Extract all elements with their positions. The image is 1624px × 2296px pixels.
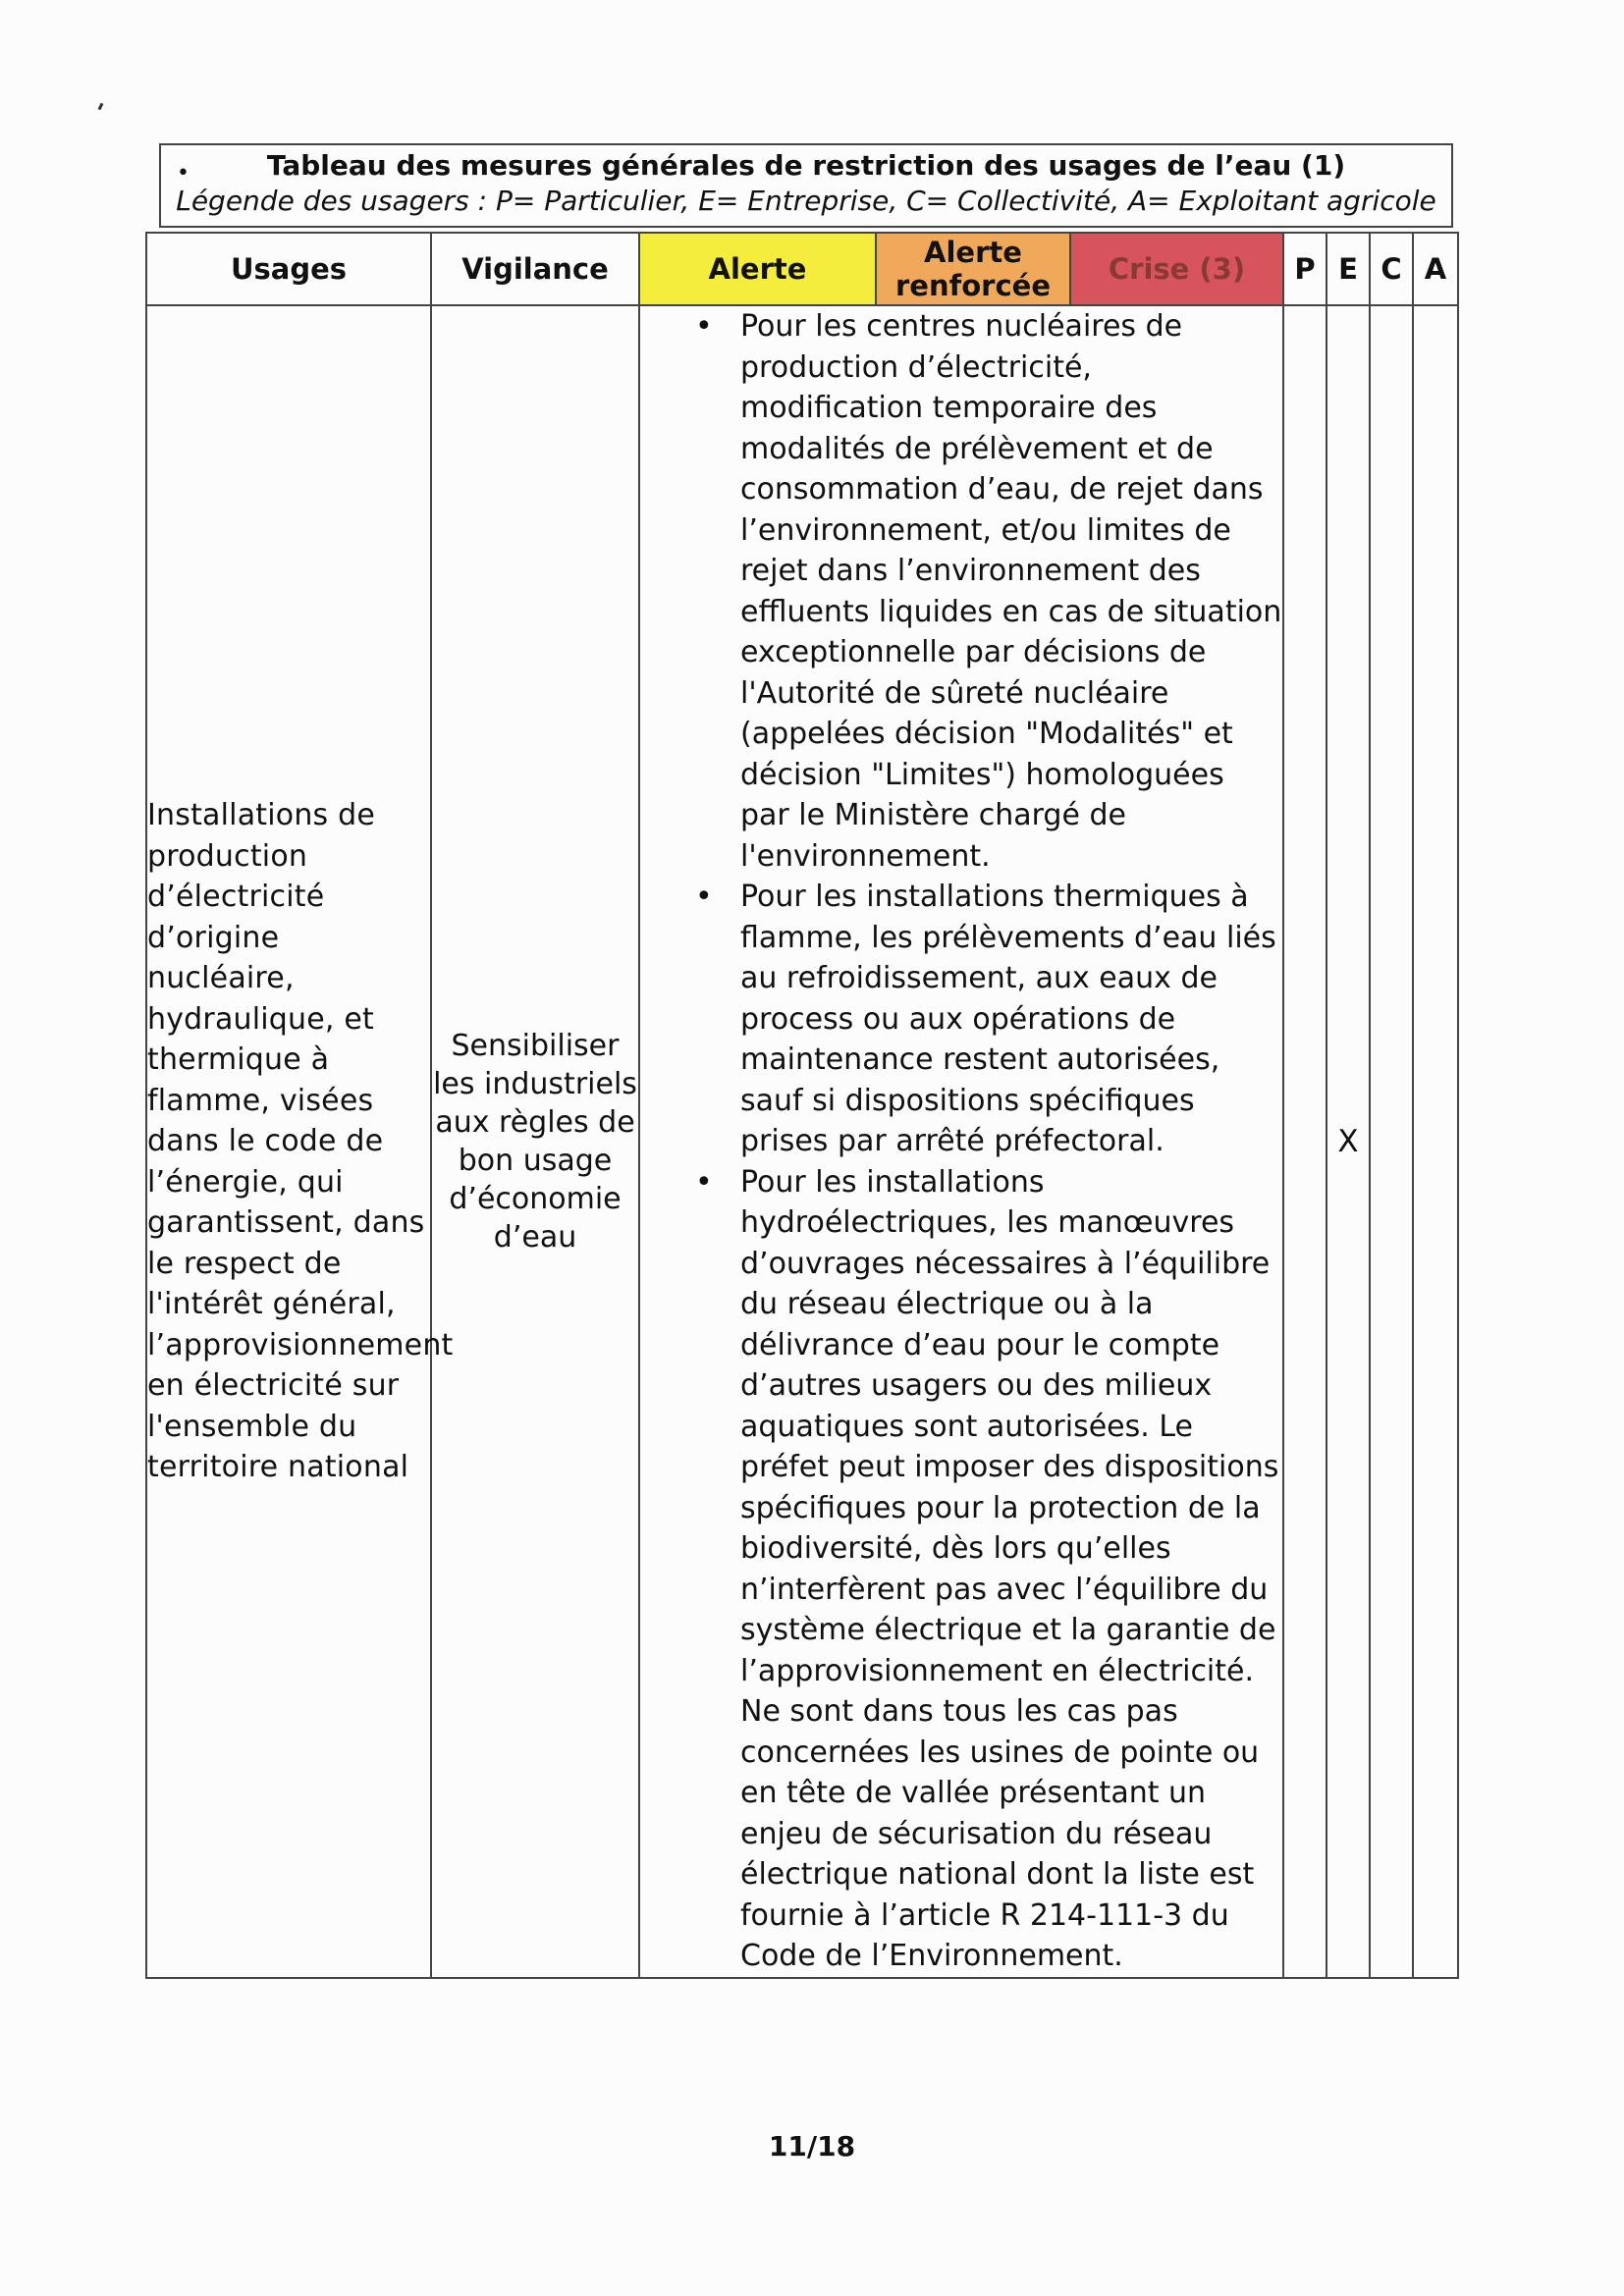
header-a: A <box>1413 233 1458 305</box>
measure-text-hydro: Pour les installations hydroélectriques, les manœuvres d’ouvrages nécessaires à l’équilibre du réseau électrique ou à la délivrance d’eau pour le compte d’autres usagers ou des milieux aquatiques sont autorisées. Le préfet peut imposer des dispositions spécifiques pour la protection de la biodiversité, dès lors qu’elles n’interfèrent pas avec l’équilibre du système électrique et la garantie de l’approvisionnement en électricité. Ne sont dans tous les cas pas concernées les usines de pointe ou en tête de vallée présentant un enjeu de sécurisation du réseau électrique national dont la liste est fournie à l’article R 214-111-3 du Code de l’Environnement. <box>740 1164 1279 1973</box>
bullet: • <box>695 309 713 344</box>
mark-c <box>1370 305 1413 1978</box>
measures-cell <box>639 305 1283 1978</box>
table-row <box>146 305 1458 1978</box>
mark-e: X <box>1326 305 1370 1978</box>
usage-cell: Installations de production d’électricité d’origine nucléaire, hydraulique, et thermique à flamme, visées dans le code de l’énergie, qui garantissent, dans le respect de l'intérêt général, l’approvisionnement en électricité sur l'ensemble du territoire national <box>146 305 431 1978</box>
header-usages: Usages <box>146 233 431 305</box>
title-bullet: • <box>177 161 189 186</box>
page-number: 11/18 <box>768 2130 856 2163</box>
header-vigilance: Vigilance <box>431 233 639 305</box>
table-title: Tableau des mesures générales de restriction des usages de l’eau (1) <box>266 149 1346 182</box>
header-alerte-renforcee: Alerte renforcée <box>876 233 1070 305</box>
measure-text-nuclear: Pour les centres nucléaires de production d’électricité, modification temporaire des modalités de prélèvement et de consommation d’eau, de rejet dans l’environnement, et/ou limites de rejet dans l’environnement des effluents liquides en cas de situation exceptionnelle par décisions de l'Autorité de sûreté nucléaire (appelées décision "Modalités" et décision "Limites") homologuées par le Ministère chargé de l'environnement. <box>740 309 1282 874</box>
scan-speck <box>98 103 104 111</box>
bullet: • <box>695 1164 713 1200</box>
measures-list <box>640 306 1282 1977</box>
restriction-measures-table <box>145 232 1459 1979</box>
table-title-box <box>159 143 1453 228</box>
users-legend: Légende des usagers : P= Particulier, E= Entreprise, C= Collectivité, A= Exploitant agricole <box>176 185 1436 217</box>
mark-p <box>1283 305 1326 1978</box>
measure-item <box>695 877 1282 1162</box>
measure-item <box>695 306 1282 877</box>
table-header-row <box>146 233 1458 305</box>
header-crise: Crise (3) <box>1070 233 1283 305</box>
header-alerte: Alerte <box>639 233 876 305</box>
bullet: • <box>695 880 713 914</box>
measure-item <box>695 1162 1282 1977</box>
header-e: E <box>1326 233 1370 305</box>
vigilance-cell: Sensibiliser les industriels aux règles de bon usage d’économie d’eau <box>431 305 639 1978</box>
mark-a <box>1413 305 1458 1978</box>
measure-text-thermal: Pour les installations thermiques à flamme, les prélèvements d’eau liés au refroidissement, aux eaux de process ou aux opérations de maintenance restent autorisées, sauf si dispositions spécifiques prises par arrêté préfectoral. <box>740 880 1276 1158</box>
header-c: C <box>1370 233 1413 305</box>
header-p: P <box>1283 233 1326 305</box>
